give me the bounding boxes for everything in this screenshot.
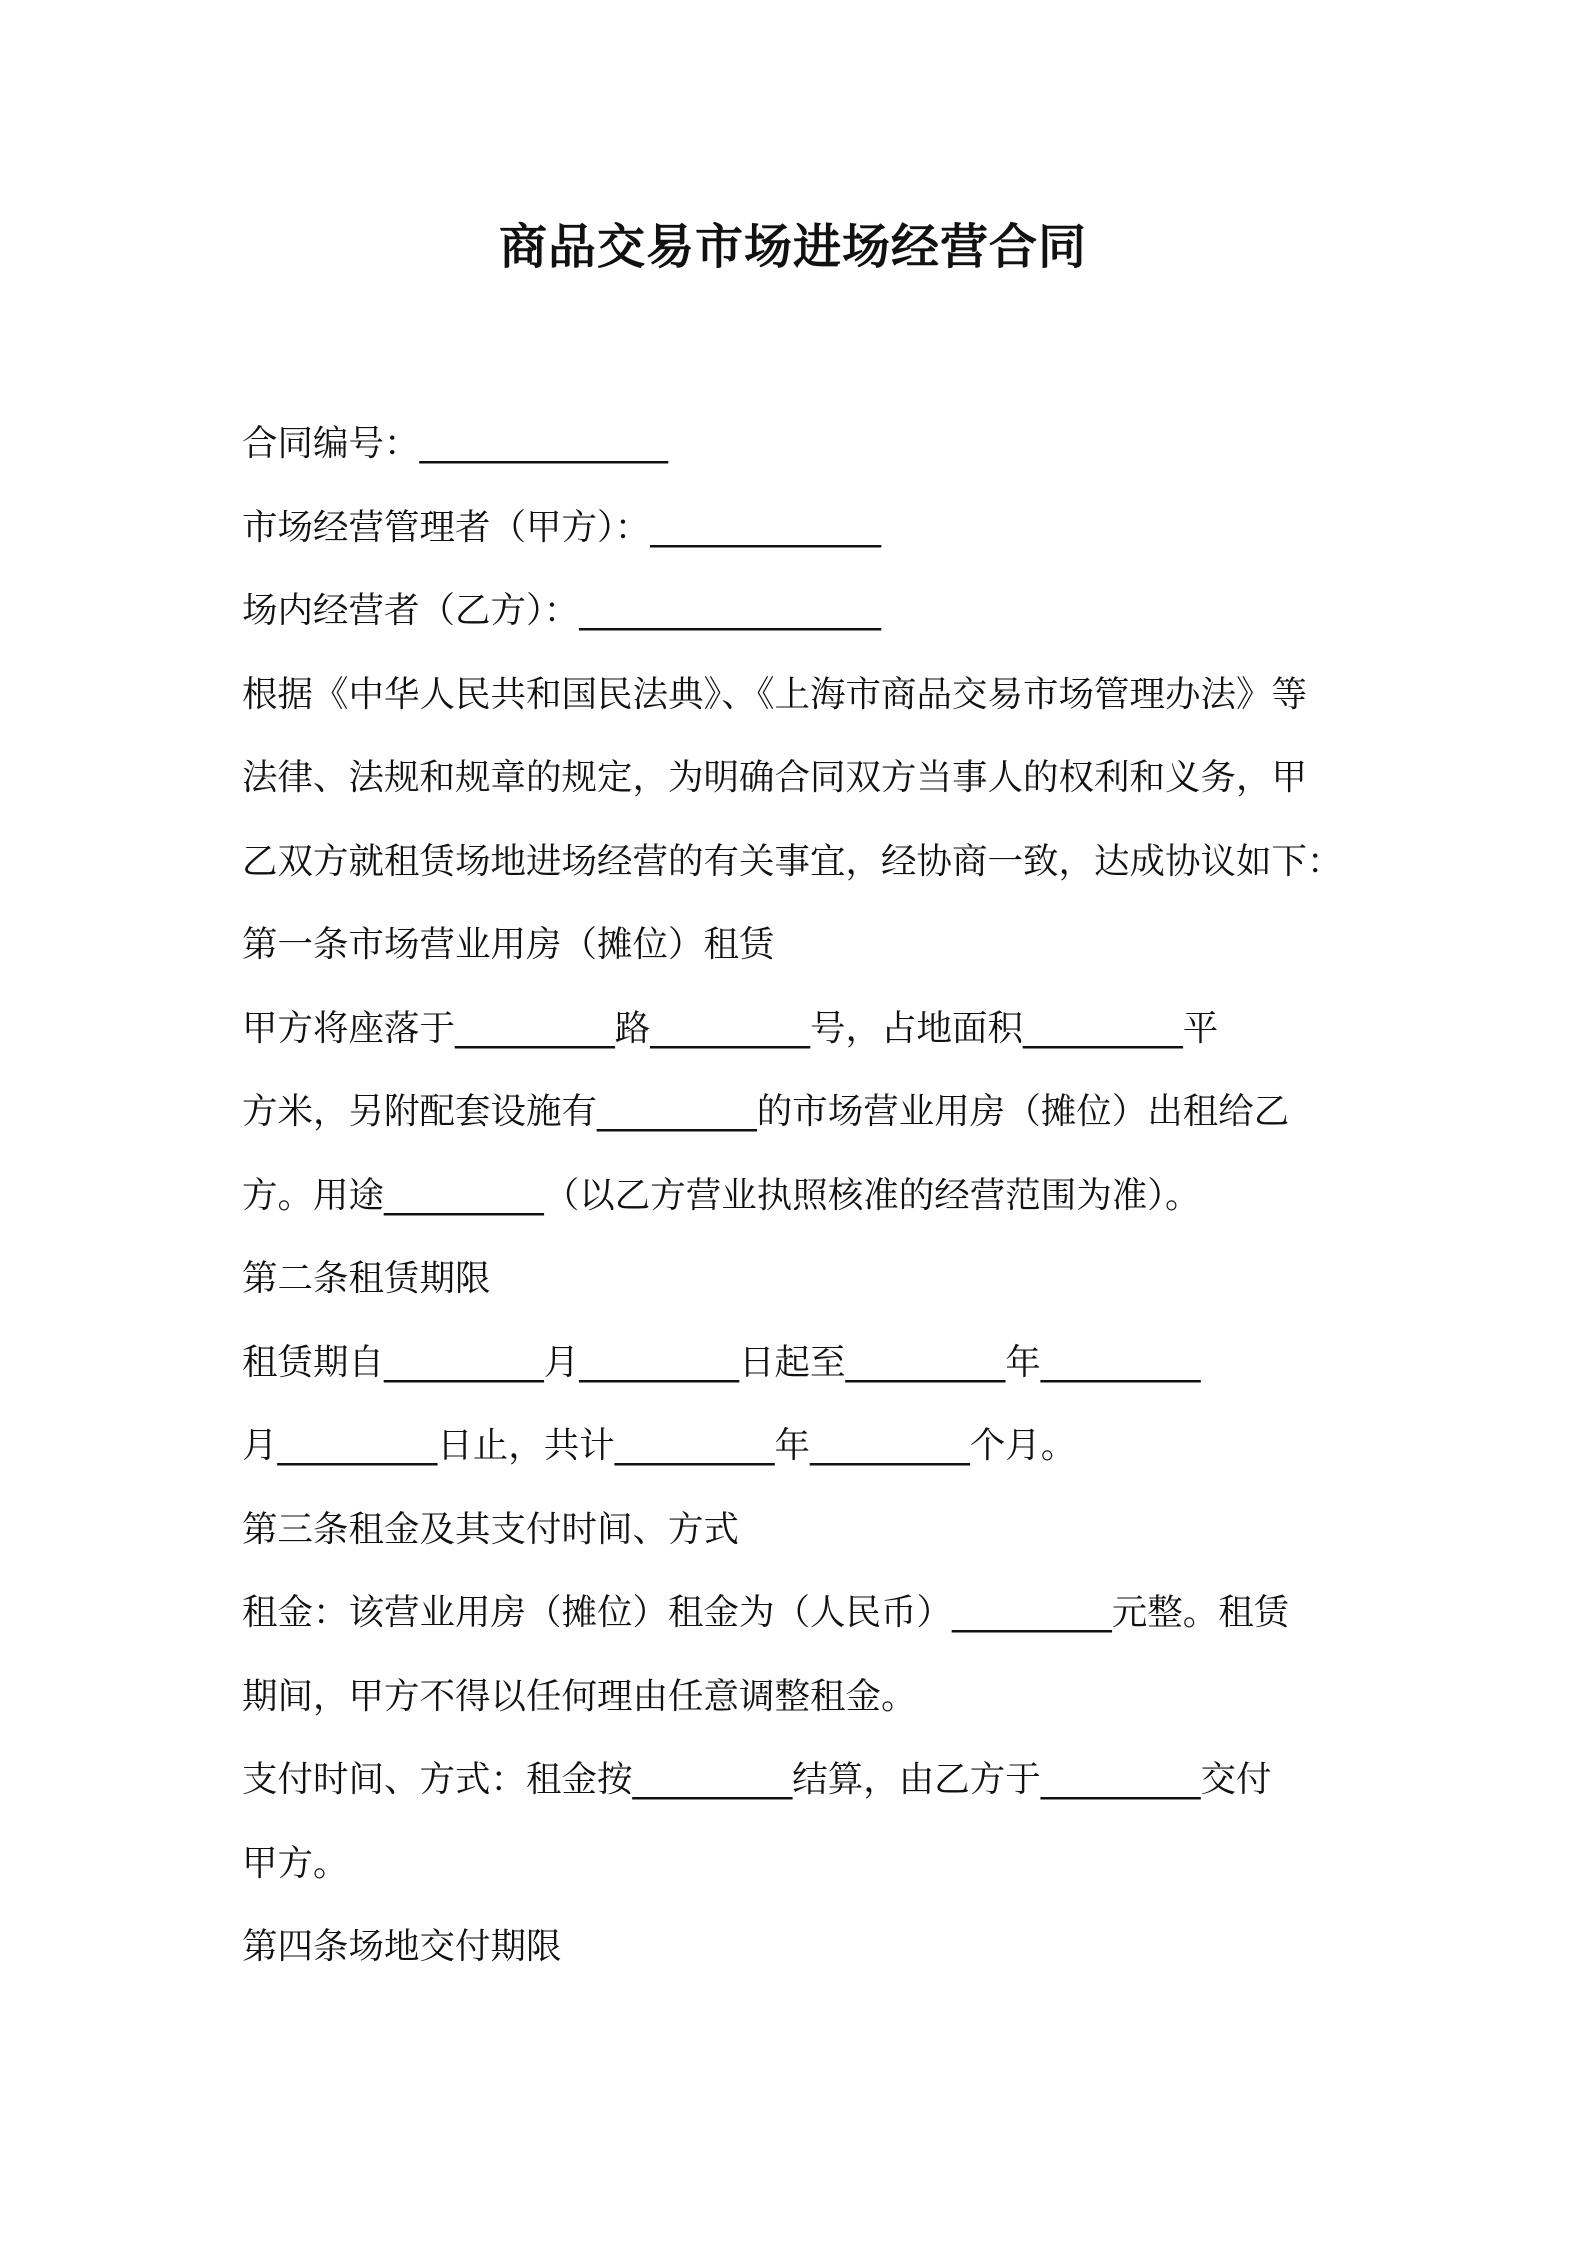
document-title: 商品交易市场进场经营合同	[498, 219, 1087, 275]
document-body	[242, 402, 1357, 1989]
article-3-text: 租金：该营业用房（摊位）租金为（人民币）_________元整。租赁	[242, 1592, 1290, 1633]
article-3-heading: 第三条租金及其支付时间、方式	[242, 1508, 740, 1550]
preamble-line: 乙双方就租赁场地进场经营的有关事宜，经协商一致，达成协议如下：	[242, 840, 1343, 882]
article-2-text: 月_________日止，共计_________年_________个月。	[242, 1425, 1077, 1466]
party-a-line: 市场经营管理者（甲方）：_____________	[242, 506, 882, 548]
article-3-text: 期间，甲方不得以任何理由任意调整租金。	[242, 1675, 917, 1717]
preamble-line: 根据《中华人民共和国民法典》、《上海市商品交易市场管理办法》等	[242, 673, 1308, 715]
article-1-heading: 第一条市场营业用房（摊位）租赁	[242, 924, 775, 965]
article-3-text: 支付时间、方式：租金按_________结算，由乙方于_________交付	[242, 1759, 1272, 1800]
article-1-text: 方米，另附配套设施有_________的市场营业用房（摊位）出租给乙	[242, 1091, 1290, 1132]
preamble-line: 法律、法规和规章的规定，为明确合同双方当事人的权利和义务，甲	[242, 757, 1308, 798]
article-2-heading: 第二条租赁期限	[242, 1258, 491, 1299]
contract-number-line: 合同编号：______________	[242, 423, 669, 464]
article-1-text: 甲方将座落于_________路_________号，占地面积_________平	[242, 1007, 1219, 1049]
article-2-text: 租赁期自_________月_________日起至_________年_________	[242, 1341, 1201, 1383]
article-4-heading: 第四条场地交付期限	[242, 1926, 562, 1967]
article-1-text: 方。用途_________（以乙方营业执照核准的经营范围为准）。	[242, 1174, 1201, 1216]
party-b-line: 场内经营者（乙方）：_________________	[242, 590, 882, 631]
article-3-text: 甲方。	[242, 1842, 349, 1884]
